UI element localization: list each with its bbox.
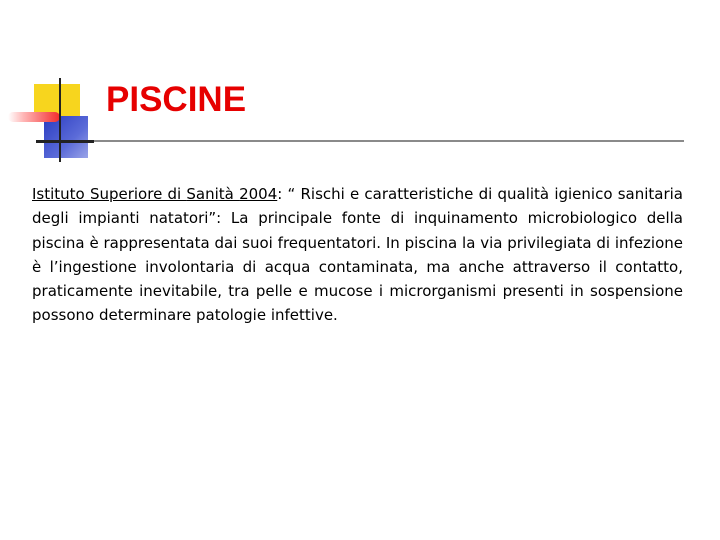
body-text: : “ Rischi e caratteristiche di qualità igienico sanitaria degli impianti natatori”: La principale fonte di inquinamento microbiologico della piscina è rappresentata dai suoi frequentatori. In piscina la via privilegiata di infezione è l’ingestione involontaria di acqua contaminata, ma anche attraverso il contatto, praticamente inevitabile, tra pelle e mucose i microrganismi presenti in sospensione possono determinare patologie infettive. xyxy=(32,185,683,325)
source-word-sanita: Sanità xyxy=(186,185,240,203)
vertical-rule xyxy=(59,78,61,162)
source-word-di: di xyxy=(167,185,187,203)
slide-title: PISCINE xyxy=(106,80,247,119)
title-underline-accent xyxy=(36,140,94,143)
title-underline-rule xyxy=(36,140,684,142)
source-word-superiore: Superiore xyxy=(89,185,168,203)
red-bar-shape xyxy=(8,112,60,122)
body-paragraph xyxy=(32,182,683,328)
source-word-istituto: Istituto xyxy=(32,185,90,203)
source-year: 2004 xyxy=(239,185,278,203)
blue-square-shape xyxy=(44,116,88,158)
logo-decoration xyxy=(0,0,100,170)
